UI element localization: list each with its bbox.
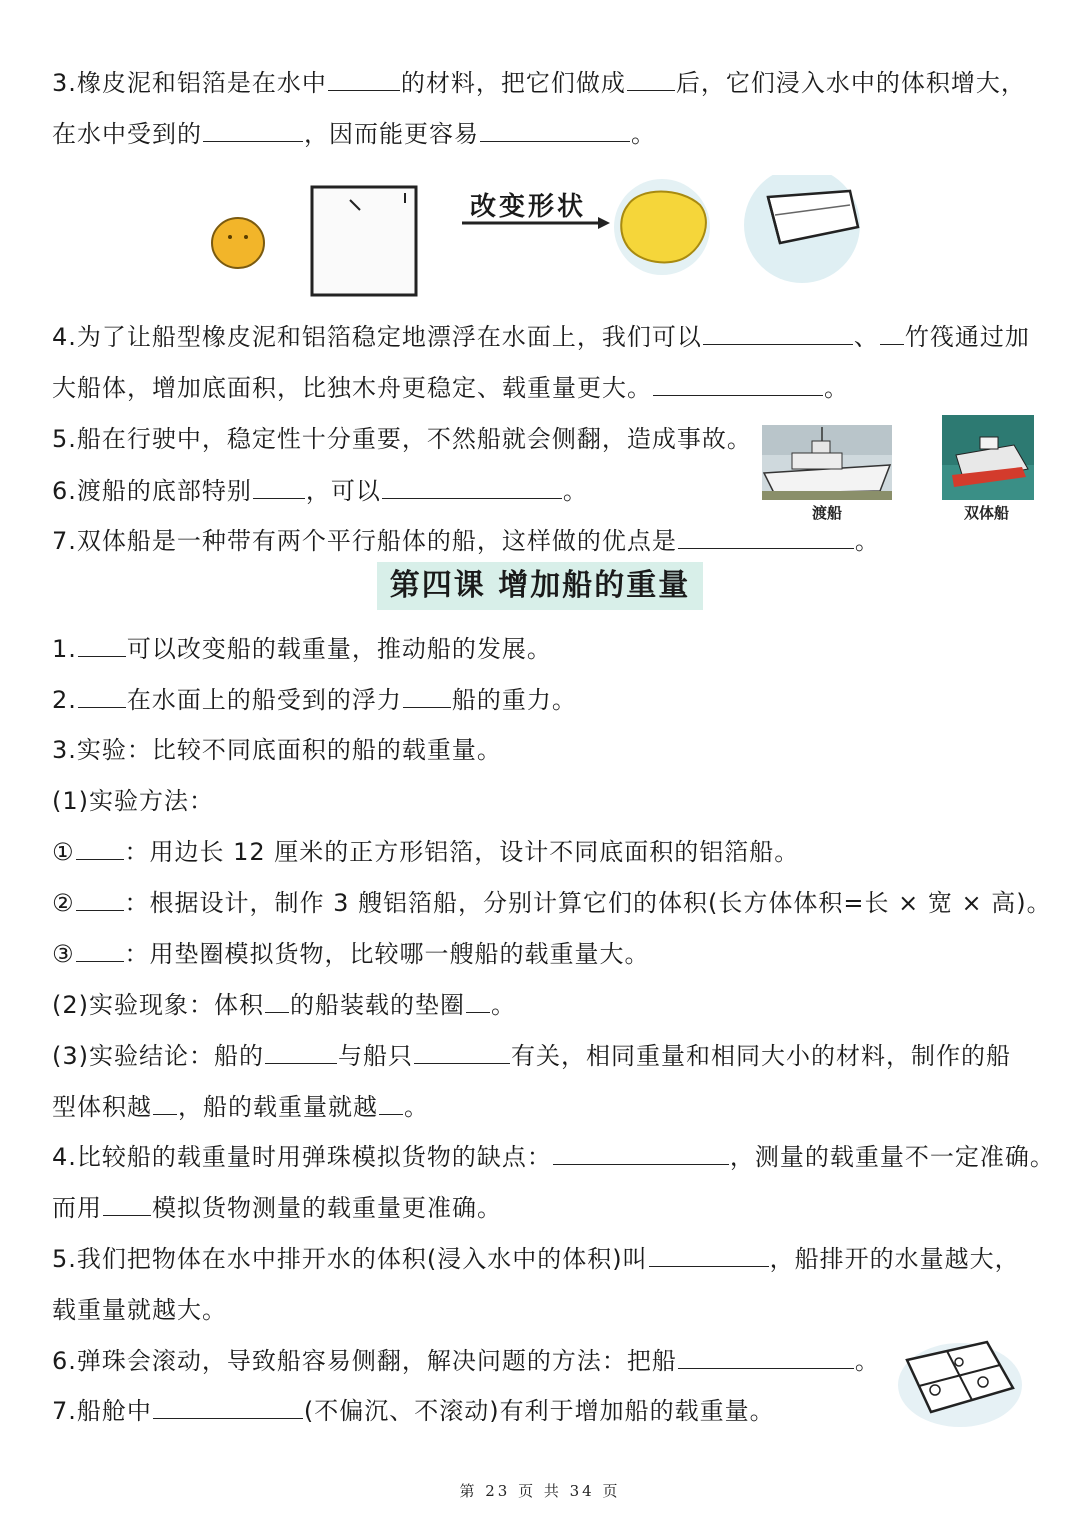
blank[interactable] [203, 119, 303, 142]
blank[interactable] [76, 837, 124, 860]
diagram-label: 改变形状 [470, 192, 587, 222]
catamaran-image [942, 415, 1034, 500]
blank[interactable] [265, 990, 289, 1013]
blank[interactable] [253, 476, 305, 499]
l4-q1: 1. 可以改变船的载重量，推动船的发展。 [52, 635, 552, 663]
q4-line1: 4.为了让船型橡皮泥和铝箔稳定地漂浮在水面上，我们可以 、 竹筏通过加 [52, 323, 1030, 351]
l4-q6: 6.弹珠会滚动，导致船容易侧翻，解决问题的方法：把船 。 [52, 1347, 880, 1375]
blank[interactable] [382, 476, 562, 499]
page-footer: 第 23 页 共 34 页 [459, 1482, 621, 1500]
blank[interactable] [78, 634, 126, 657]
clay-boat-icon [621, 192, 706, 263]
l4-q2: 2. 在水面上的船受到的浮力 船的重力。 [52, 686, 577, 714]
blank[interactable] [466, 990, 490, 1013]
blank[interactable] [153, 1092, 177, 1115]
divided-boat-image [895, 1330, 1025, 1430]
blank[interactable] [153, 1396, 303, 1419]
blank[interactable] [480, 119, 630, 142]
q6-line: 6.渡船的底部特别 ，可以 。 [52, 477, 588, 505]
l4-q7: 7.船舱中 (不偏沉、不滚动)有利于增加船的载重量。 [52, 1397, 775, 1425]
l4-q5-1: 5.我们把物体在水中排开水的体积(浸入水中的体积)叫 ，船排开的水量越大， [52, 1245, 1020, 1273]
l4-q3: 3.实验：比较不同底面积的船的载重量。 [52, 736, 502, 764]
l4-q3-method: (1)实验方法： [52, 787, 214, 815]
foil-sheet-icon [312, 187, 416, 295]
blank[interactable] [649, 1244, 769, 1267]
blank[interactable] [76, 888, 124, 911]
blank[interactable] [379, 1092, 403, 1115]
l4-step3: ③ ：用垫圈模拟货物，比较哪一艘船的载重量大。 [52, 940, 650, 968]
lesson4-title: 第四课 增加船的重量 [377, 562, 703, 610]
blank[interactable] [103, 1193, 151, 1216]
l4-step1: ① ：用边长 12 厘米的正方形铝箔，设计不同底面积的铝箔船。 [52, 838, 800, 866]
clay-ball-icon [212, 218, 264, 268]
q7-line: 7.双体船是一种带有两个平行船体的船，这样做的优点是 。 [52, 527, 880, 555]
blank[interactable] [627, 68, 675, 91]
l4-q5-2: 载重量就越大。 [52, 1296, 227, 1324]
l4-phenomenon: (2)实验现象：体积 的船装载的垫圈 。 [52, 991, 516, 1019]
blank[interactable] [678, 526, 854, 549]
ferry-caption: 渡船 [812, 504, 843, 522]
blank[interactable] [328, 68, 400, 91]
blank[interactable] [553, 1142, 729, 1165]
q5-line: 5.船在行驶中，稳定性十分重要，不然船就会侧翻，造成事故。 [52, 425, 752, 453]
l4-q4-2: 而用 模拟货物测量的载重量更准确。 [52, 1194, 502, 1222]
blank[interactable] [78, 685, 126, 708]
q4-line2: 大船体，增加底面积，比独木舟更稳定、载重量更大。 。 [52, 374, 849, 402]
q3-line1: 3.橡皮泥和铝箔是在水中 的材料，把它们做成 后，它们浸入水中的体积增大， [52, 69, 1026, 97]
blank[interactable] [265, 1041, 337, 1064]
blank[interactable] [76, 939, 124, 962]
l4-conclusion-2: 型体积越 ，船的载重量就越 。 [52, 1093, 429, 1121]
blank[interactable] [678, 1346, 854, 1369]
catamaran-caption: 双体船 [964, 504, 1010, 522]
l4-conclusion-1: (3)实验结论：船的 与船只 有关，相同重量和相同大小的材料，制作的船 [52, 1042, 1011, 1070]
blank[interactable] [880, 322, 904, 345]
blank[interactable] [653, 373, 823, 396]
blank[interactable] [403, 685, 451, 708]
q3-line2: 在水中受到的 ，因而能更容易 。 [52, 120, 656, 148]
blank[interactable] [414, 1041, 510, 1064]
blank[interactable] [703, 322, 853, 345]
ferry-image [762, 425, 892, 500]
l4-q4-1: 4.比较船的载重量时用弹珠模拟货物的缺点： ，测量的载重量不一定准确。 [52, 1143, 1055, 1171]
l4-step2: ② ：根据设计，制作 3 艘铝箔船，分别计算它们的体积(长方体体积=长 × 宽 × 高)。 [52, 889, 1052, 917]
